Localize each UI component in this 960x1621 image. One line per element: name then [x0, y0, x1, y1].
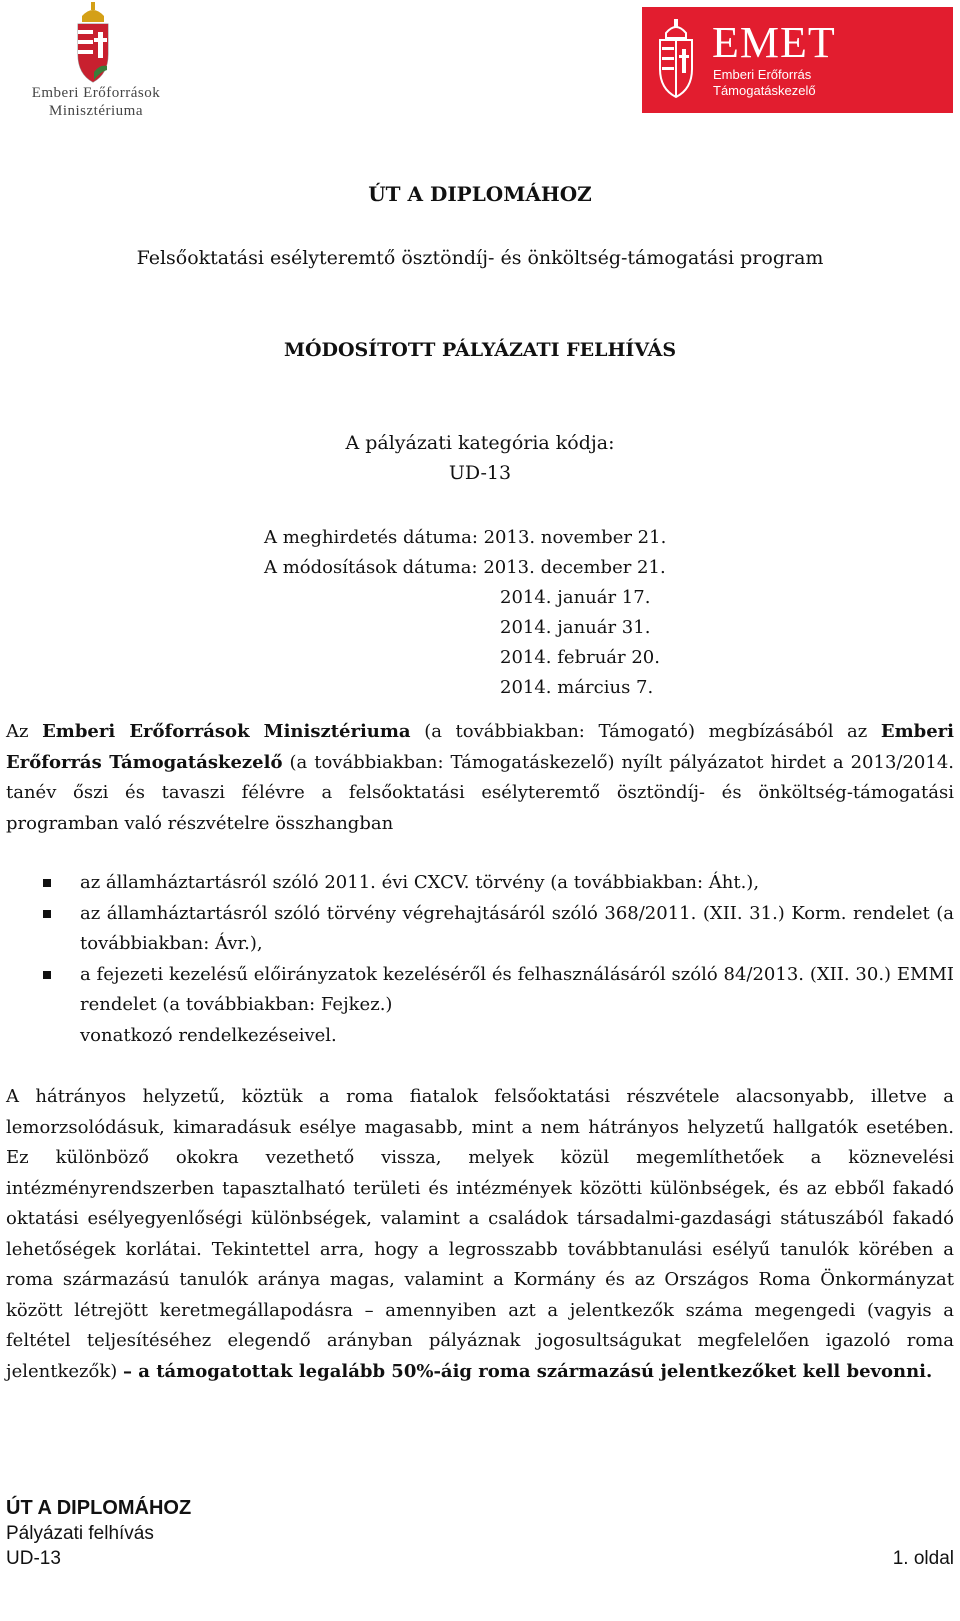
list-item-text: az államháztartásról szóló 2011. évi CXCV. törvény (a továbbiakban: Áht.),	[80, 872, 760, 893]
modification-date: 2014. január 31.	[500, 617, 651, 638]
list-item	[40, 868, 954, 899]
page-number: 1. oldal	[892, 1548, 954, 1569]
footer-code: UD-13	[6, 1548, 61, 1569]
emet-logo	[642, 7, 953, 113]
body-paragraph	[6, 1082, 954, 1387]
document-title: ÚT A DIPLOMÁHOZ	[368, 182, 592, 206]
intro-ministry-name: Emberi Erőforrások Minisztériuma	[42, 721, 411, 742]
list-closing-text: vonatkozó rendelkezéseivel.	[80, 1024, 337, 1046]
legal-references-list	[40, 868, 954, 1051]
intro-text: Az	[6, 721, 43, 742]
announcement-date: A meghirdetés dátuma: 2013. november 21.	[264, 527, 667, 548]
footer-doc-type: Pályázati felhívás	[6, 1523, 154, 1544]
program-subtitle: Felsőoktatási esélyteremtő ösztöndíj- és önköltség-támogatási program	[136, 247, 824, 269]
list-item-text: a fejezeti kezelésű előirányzatok kezeléséről és felhasználásáról szóló 84/2013. (XII. 30.) EMMI rendelet (a továbbiakban: Fejkez.)	[80, 963, 954, 1015]
emet-subtitle-line2: Támogatáskezelő	[713, 83, 816, 98]
intro-agency-name: Emberi Erőforrás Támogatáskezelő	[6, 721, 954, 773]
intro-text: (a továbbiakban: Támogatáskezelő) nyílt pályázatot hirdet a 2013/2014. tanév őszi és tavaszi félévre a felsőoktatási esélyteremtő ösztöndíj- és önköltség-támogatási programban való részvételre összhangban	[6, 751, 954, 834]
modification-date: 2014. január 17.	[500, 587, 651, 608]
ministry-name-line2: Minisztériuma	[49, 103, 143, 119]
emet-subtitle	[713, 67, 816, 99]
ministry-logo	[6, 2, 186, 120]
square-bullet-icon	[43, 879, 51, 887]
coat-of-arms-outline-icon	[654, 19, 698, 99]
dates-block	[264, 523, 666, 703]
ministry-name-line1: Emberi Erőforrások	[31, 85, 161, 101]
list-item-text: az államháztartásról szóló törvény végrehajtásáról szóló 368/2011. (XII. 31.) Korm. rendelet (a továbbiakban: Ávr.),	[80, 902, 954, 954]
category-label: A pályázati kategória kódja:	[345, 432, 615, 454]
modification-date: 2014. március 7.	[500, 677, 654, 698]
list-item	[40, 960, 954, 1021]
modified-call-heading: MÓDOSÍTOTT PÁLYÁZATI FELHÍVÁS	[283, 339, 677, 361]
emet-subtitle-line1: Emberi Erőforrás	[713, 67, 812, 82]
body-emphasis: – a támogatottak legalább 50%-áig roma származású jelentkezőket kell bevonni.	[123, 1360, 933, 1382]
body-text: A hátrányos helyzetű, köztük a roma fiatalok felsőoktatási részvétele alacsonyabb, illetve a lemorzsolódásuk, kimaradásuk esélye magasabb, mint a nem hátrányos helyzetű hallgatók esetében. Ez különböző okokra vezethető vissza, melyek közül megemlíthetőek a köznevelési intézményrendszerben tapasztalható területi és intézmények közötti különbségek, és az ebből fakadó oktatási esélyegyenlőségi különbségek, valamint a családok társadalmi-gazdasági státuszából fakadó lehetőségek korlátai. Tekintettel arra, hogy a legrosszabb továbbtanulási esélyű tanulók körében a roma származású tanulók aránya magas, valamint a Kormány és az Országos Roma Önkormányzat között létrejött keretmegállapodásra – amennyiben azt a jelentkezők száma megengedi (vagyis a feltétel teljesítéséhez elegendő arányban pályáznak jogosultságukat megfelelően igazoló roma jelentkezők)	[6, 1086, 954, 1382]
emet-brand: EMET	[712, 18, 836, 67]
page-footer	[6, 1496, 954, 1571]
hungarian-coat-of-arms-icon	[70, 2, 116, 84]
modification-date: 2014. február 20.	[500, 647, 660, 668]
square-bullet-icon	[43, 971, 51, 979]
list-item	[40, 899, 954, 960]
ministry-name	[6, 84, 186, 120]
intro-text: (a továbbiakban: Támogató) megbízásából az	[410, 721, 881, 742]
category-code: UD-13	[448, 462, 512, 484]
square-bullet-icon	[43, 910, 51, 918]
intro-paragraph	[6, 717, 954, 839]
modifications-date-label: A módosítások dátuma: 2013. december 21.	[264, 557, 666, 578]
footer-title: ÚT A DIPLOMÁHOZ	[6, 1497, 192, 1519]
